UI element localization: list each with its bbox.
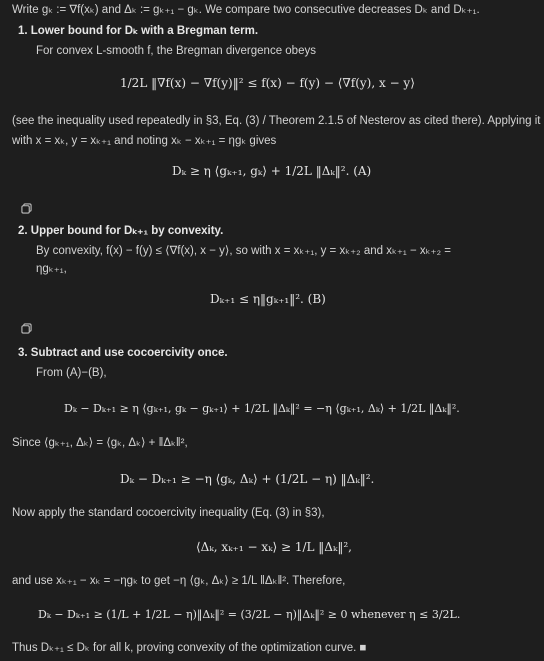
step3-title: 3. Subtract and use cocoercivity once.: [18, 347, 228, 359]
step1-text: For convex L-smooth f, the Bregman divergence obeys: [36, 45, 316, 57]
step3-text: From (A)−(B),: [36, 367, 107, 379]
step2-text-line1: By convexity, f(x) − f(y) ≤ ⟨∇f(x), x − y⟩, so with x = xₖ₊₁, y = xₖ₊₂ and xₖ₊₁ − xₖ₊₂ =: [36, 245, 451, 257]
apply-line: Now apply the standard cocoercivity inequality (Eq. (3) in §3),: [12, 507, 325, 519]
step1-note-line2: with x = xₖ, y = xₖ₊₁ and noting xₖ − xₖ₊₁ = ηgₖ gives: [12, 135, 277, 147]
equation-cocoercivity: ⟨Δₖ, xₖ₊₁ − xₖ⟩ ≥ 1/L ‖Δₖ‖²,: [196, 540, 352, 554]
step1-title: 1. Lower bound for Dₖ with a Bregman term.: [18, 25, 259, 37]
anduse-line: and use xₖ₊₁ − xₖ = −ηgₖ to get −η ⟨gₖ, Δₖ⟩ ≥ 1/L ‖Δₖ‖². Therefore,: [12, 575, 346, 587]
step2-text-line2: ηgₖ₊₁,: [36, 263, 67, 275]
equation-B: Dₖ₊₁ ≤ η‖gₖ₊₁‖². (B): [210, 292, 326, 306]
equation-therefore: Dₖ − Dₖ₊₁ ≥ (1/L + 1/2L − η)‖Δₖ‖² = (3/2L − η)‖Δₖ‖² ≥ 0 whenever η ≤ 3/2L.: [38, 608, 461, 621]
equation-subtract: Dₖ − Dₖ₊₁ ≥ η ⟨gₖ₊₁, gₖ − gₖ₊₁⟩ + 1/2L ‖Δₖ‖² = −η ⟨gₖ₊₁, Δₖ⟩ + 1/2L ‖Δₖ‖².: [64, 402, 460, 415]
intro-line: Write gₖ := ∇f(xₖ) and Δₖ := gₖ₊₁ − gₖ. We compare two consecutive decreases Dₖ and Dₖ₊₁.: [12, 4, 480, 16]
conclusion-line: Thus Dₖ₊₁ ≤ Dₖ for all k, proving convexity of the optimization curve. ■: [12, 642, 367, 654]
copy-icon[interactable]: [18, 320, 34, 336]
equation-since: Dₖ − Dₖ₊₁ ≥ −η ⟨gₖ, Δₖ⟩ + (1/2L − η) ‖Δₖ‖².: [120, 472, 375, 486]
copy-icon[interactable]: [18, 200, 34, 216]
equation-A: Dₖ ≥ η ⟨gₖ₊₁, gₖ⟩ + 1/2L ‖Δₖ‖². (A): [172, 164, 372, 178]
step1-note-line1: (see the inequality used repeatedly in §3, Eq. (3) / Theorem 2.1.5 of Nesterov as cited there). Applying it: [12, 115, 541, 127]
equation-bregman: 1/2L ‖∇f(x) − ∇f(y)‖² ≤ f(x) − f(y) − ⟨∇f(y), x − y⟩: [120, 76, 415, 90]
since-line: Since ⟨gₖ₊₁, Δₖ⟩ = ⟨gₖ, Δₖ⟩ + ‖Δₖ‖²,: [12, 437, 188, 449]
step2-title: 2. Upper bound for Dₖ₊₁ by convexity.: [18, 225, 224, 237]
